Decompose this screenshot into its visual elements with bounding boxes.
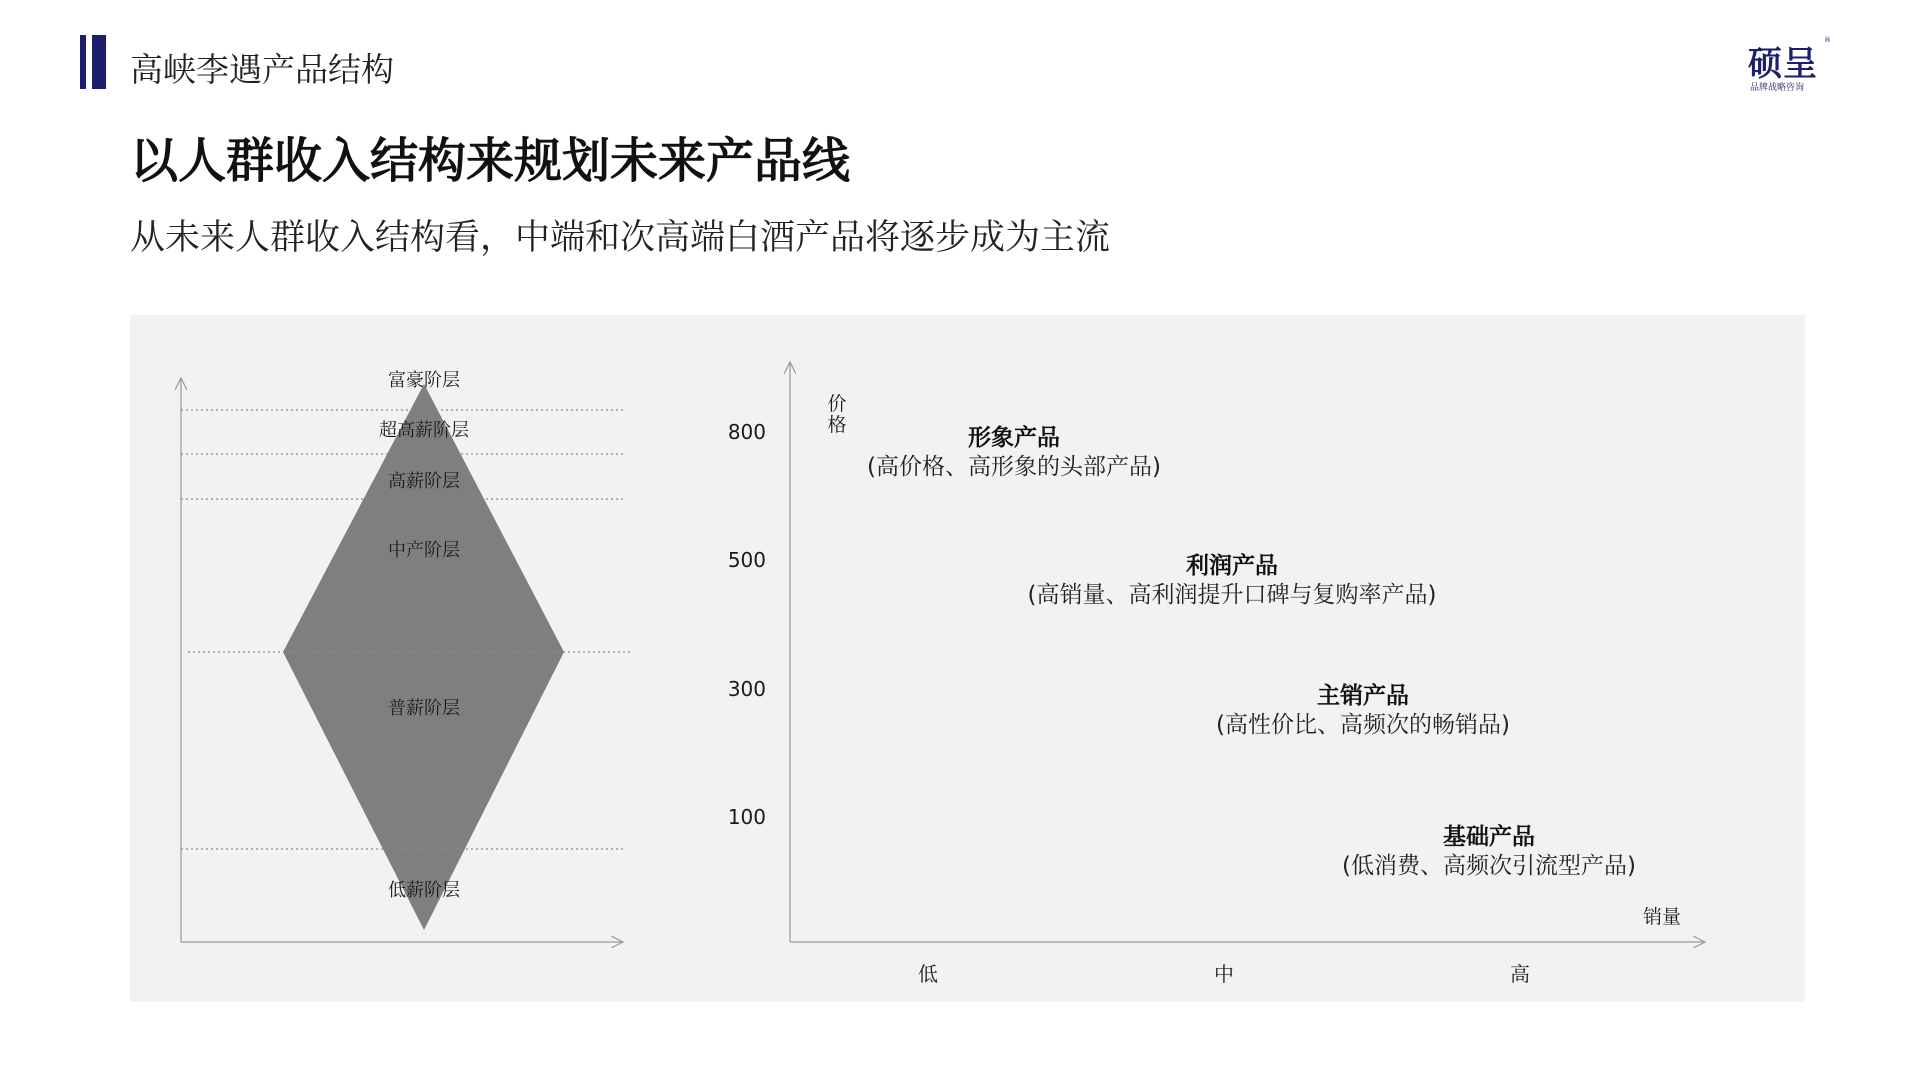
product-desc-image: (高价格、高形象的头部产品): [867, 454, 1161, 480]
logo-tagline: 品牌战略咨询: [1750, 83, 1805, 93]
y-tick-label: 100: [727, 805, 766, 829]
layer-label-wealthy: 富豪阶层: [388, 370, 460, 391]
logo-text: 硕呈: [1748, 44, 1818, 84]
section-title: 高峡李遇产品结构: [130, 50, 394, 89]
product-name-main-sales: 主销产品: [1317, 683, 1409, 709]
logo-registered-mark: ®: [1824, 36, 1831, 44]
product-name-profit: 利润产品: [1186, 553, 1278, 579]
product-desc-main-sales: (高性价比、高频次的畅销品): [1216, 712, 1510, 738]
income-structure-diagram: [181, 369, 633, 942]
product-positioning-chart: [728, 362, 1705, 986]
product-desc-basic: (低消费、高频次引流型产品): [1342, 853, 1636, 879]
y-tick-label: 300: [727, 677, 766, 701]
x-axis-label: 销量: [1642, 906, 1682, 928]
page-subtitle: 从未来人群收入结构看，中端和次高端白酒产品将逐步成为主流: [130, 218, 1111, 258]
layer-label-ordinary: 普薪阶层: [388, 698, 460, 719]
layer-label-ultra-high: 超高薪阶层: [379, 420, 469, 441]
page-title: 以人群收入结构来规划未来产品线: [130, 133, 851, 189]
layer-label-high: 高薪阶层: [388, 471, 460, 492]
y-tick-label: 500: [727, 548, 766, 572]
product-name-basic: 基础产品: [1443, 824, 1535, 850]
income-diamond: [283, 384, 564, 930]
y-axis-label-char-2: 格: [827, 414, 847, 436]
x-tick-label: 中: [1214, 962, 1234, 986]
y-axis-label-char-1: 价: [827, 393, 847, 415]
layer-label-middle: 中产阶层: [388, 540, 460, 561]
product-name-image: 形象产品: [968, 425, 1060, 451]
x-tick-label: 低: [918, 962, 938, 986]
product-desc-profit: (高销量、高利润提升口碑与复购率产品): [1027, 582, 1437, 608]
y-tick-label: 800: [727, 420, 766, 444]
layer-label-low: 低薪阶层: [388, 880, 460, 901]
x-tick-label: 高: [1510, 962, 1530, 986]
